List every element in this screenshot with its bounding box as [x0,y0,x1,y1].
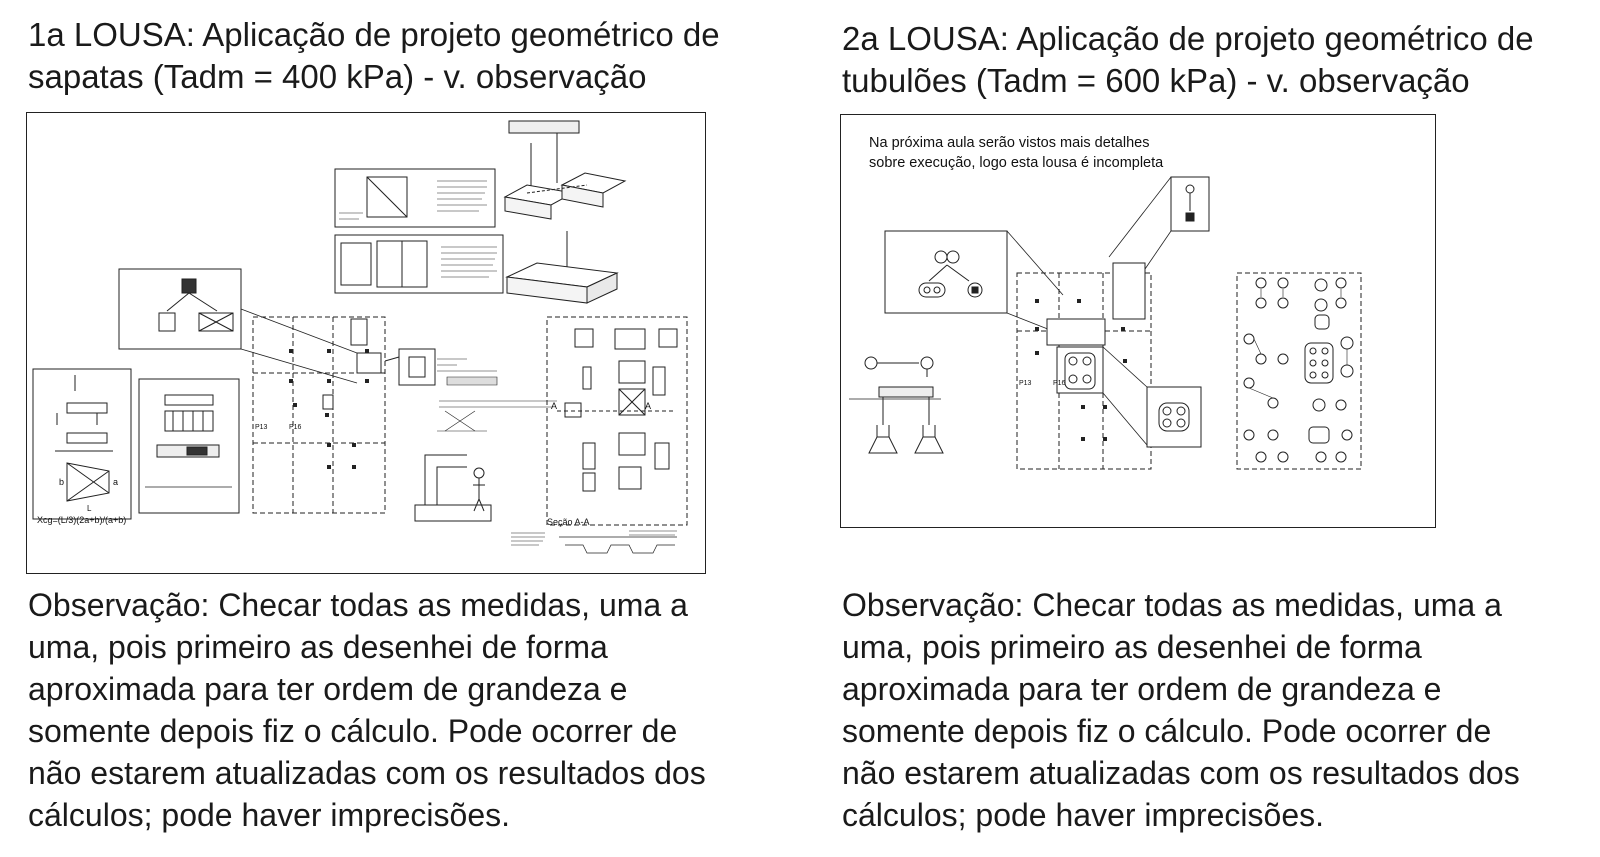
section-mark-a-left: A [551,401,558,411]
right-obs-line-1: Observação: Checar todas as medidas, uma a [842,587,1502,623]
section-mark-a-right: A [645,401,652,411]
label-L: L [87,504,92,513]
note-line-2: sobre execução, logo esta lousa é incompleta [869,155,1164,171]
right-obs-line-2: uma, pois primeiro as desenhei de forma [842,629,1422,665]
left-obs-line-3: aproximada para ter ordem de grandeza e [28,671,628,707]
right-observation [842,584,1520,836]
right-obs-line-6: cálculos; pode haver imprecisões. [842,797,1325,833]
label-b: b [59,477,65,487]
right-title-line-2: tubulões (Tadm = 600 kPa) - v. observação [842,62,1470,99]
right-label-p13: P13 [1019,380,1032,387]
left-observation [28,584,706,836]
tubulao-elevation [849,357,943,453]
person-wall-sketch [415,455,491,521]
section-aa-label: Seção A-A [547,517,590,527]
calc-box-mid [335,235,503,293]
label-a: a [113,477,119,487]
right-board-drawing [840,114,1436,528]
eccentric-footing-sketch [33,369,131,519]
left-obs-line-2: uma, pois primeiro as desenhei de forma [28,629,608,665]
right-title-line-1: 2a LOUSA: Aplicação de projeto geométrico de [842,20,1534,57]
right-obs-line-3: aproximada para ter ordem de grandeza e [842,671,1442,707]
right-board-title [842,18,1534,102]
detail-box-plan [119,269,357,383]
tubuloes-drawing [841,115,1437,529]
left-label-p16: P16 [289,424,302,431]
calc-notes-center [437,359,557,431]
tubuloes-column-layout [1237,273,1361,469]
sapatas-drawing [27,113,707,575]
left-obs-line-5: não estarem atualizadas com os resultados dos [28,755,706,791]
pile-group-detail [885,231,1063,335]
trapezoid-footing-sketch [139,379,239,513]
floor-plan-left [253,317,385,513]
isometric-footing-mid [507,231,617,303]
left-board-drawing [26,112,706,574]
pile-cap-cluster [1057,347,1147,445]
left-label-p13: P13 [255,424,268,431]
left-obs-line-6: cálculos; pode haver imprecisões. [28,797,511,833]
note-line-1: Na próxima aula serão vistos mais detalhes [869,135,1150,151]
right-obs-line-4: somente depois fiz o cálculo. Pode ocorrer de [842,713,1492,749]
floor-plan-right-footings [557,329,677,491]
left-title-line-2: sapatas (Tadm = 400 kPa) - v. observação [28,58,647,95]
detail-box-center [385,349,435,385]
calc-box-top [335,169,495,227]
left-title-line-1: 1a LOUSA: Aplicação de projeto geométrico de [28,16,720,53]
section-aa-sketch [559,537,677,553]
right-label-p16: P16 [1053,380,1066,387]
floor-plan-right [547,317,687,525]
left-board-title [28,14,720,98]
xcg-formula: Xcg=(L/3)(2a+b)/(a+b) [37,515,127,525]
pile-cap-detail [1147,387,1201,447]
left-obs-line-4: somente depois fiz o cálculo. Pode ocorrer de [28,713,678,749]
right-obs-line-5: não estarem atualizadas com os resultados dos [842,755,1520,791]
isometric-footing-top [505,121,625,219]
tiny-notes [511,531,677,545]
left-obs-line-1: Observação: Checar todas as medidas, uma a [28,587,688,623]
